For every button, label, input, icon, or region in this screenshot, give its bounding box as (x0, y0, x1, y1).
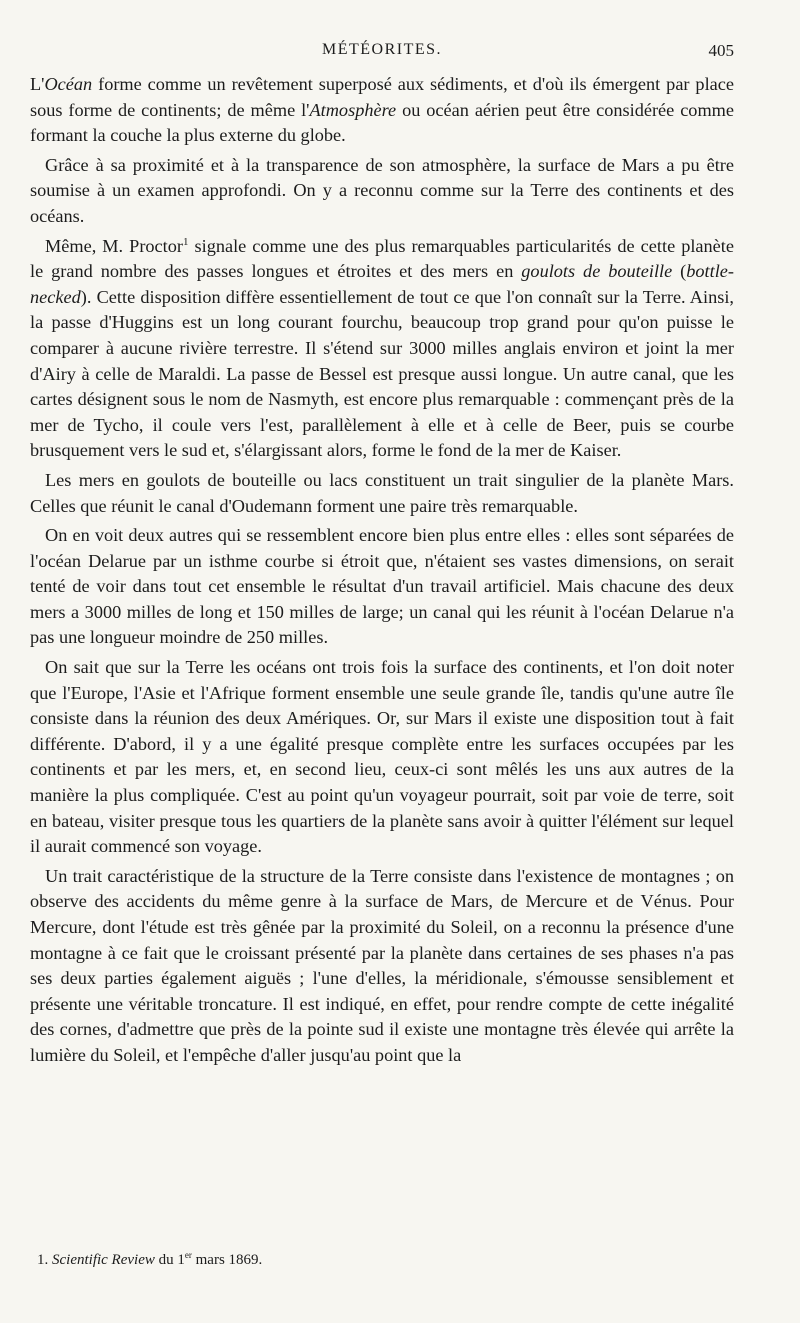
italic-term: Atmosphère (309, 99, 397, 120)
paragraph-4: Les mers en goulots de bouteille ou lacs constituent un trait singulier de la planète Mars. Celles que réunit le canal d'Oudemann forment une paire très remarquable. (30, 469, 734, 516)
page-number: 405 (708, 41, 734, 60)
italic-term: Océan (44, 74, 93, 94)
italic-term: goulots de bouteille (521, 261, 673, 282)
italic-term: bottle-necked (30, 261, 734, 307)
footnote: 1. Scientific Review du 1er mars 1869. (37, 1250, 263, 1268)
paragraph-5: On en voit deux autres qui se ressemblent encore bien plus entre elles : elles sont séparées de l'océan Delarue par un isthme courbe si étroit que, n'étaient ses vastes dimensions, on serait tenté de voir dans tout cet ensemble le résultat d'un travail artificiel. Mais chacune des deux mers a 3000 milles de long et 150 milles de large; un canal qui les réunit à l'océan Delarue n'a pas une longueur moindre de 250 milles. (30, 525, 734, 648)
paragraph-2: Grâce à sa proximité et à la transparence de son atmosphère, la surface de Mars a pu être soumise à un examen approfondi. On y a reconnu comme sur la Terre des continents et des océans. (30, 154, 734, 226)
paragraph-6: On sait que sur la Terre les océans ont trois fois la surface des continents, et l'on doit noter que l'Europe, l'Asie et l'Afrique forment ensemble une seule grande île, tandis qu'une autre île consiste dans la réunion des deux Amériques. Or, sur Mars il existe une disposition tout à fait différente. D'abord, il y a une égalité presque complète entre les surfaces occupées par les continents et par les mers, et, en second lieu, ceux-ci sont mêlés les uns aux autres de la manière la plus compliquée. C'est au point qu'un voyageur pourrait, soit par voie de terre, soit en bateau, visiter presque tous les quartiers de la planète sans avoir à quitter l'élément sur lequel il aurait commencé son voyage. (30, 657, 734, 857)
footnote-ref: 1 (182, 235, 189, 248)
paragraph-1: L'Océan forme comme un revêtement superposé aux sédiments, et d'où ils émergent par place sous forme de continents; de même l'Atmosphère ou océan aérien peut être considérée comme formant la couche la plus externe du globe. (30, 74, 734, 146)
body-text (30, 72, 734, 1073)
footnote-journal: Scientific Review (52, 1252, 155, 1268)
paragraph-7: Un trait caractéristique de la structure de la Terre consiste dans l'existence de montagnes ; on observe des accidents du même genre à la surface de Mars, de Mercure et de Vénus. Pour Mercure, dont l'étude est très gênée par la proximité du Soleil, on a reconnu la présence d'une montagne à ce fait que le croissant présenté par la planète dans certaines de ses phases n'a pas ses deux parties également aiguës ; l'une d'elles, la méridionale, s'émousse sensiblement et présente une véritable troncature. Il est indiqué, en effet, pour rendre compte de cette inégalité des cornes, d'admettre que près de la pointe sud il existe une montagne très élevée qui arrête la lumière du Soleil, et l'empêche d'aller jusqu'au point que la (30, 865, 734, 1065)
running-title: MÉTÉORITES. (321, 41, 443, 58)
paragraph-3: Même, M. Proctor$^1$ signale comme une des plus remarquables particularités de cette planète le grand nombre des passes longues et étroites et des mers en goulots de bouteille (bottle-necked). Cette disposition diffère essentiellement de tout ce que l'on connaît sur la Terre. Ainsi, la passe d'Huggins est un long courant fourchu, beaucoup trop grand pour qu'on puisse le comparer à aucune rivière terrestre. Il s'étend sur 3000 milles anglais environ et joint la mer d'Airy à celle de Maraldi. La passe de Bessel est presque aussi longue. Un autre canal, que les cartes désignent sous le nom de Nasmyth, est encore plus remarquable : commençant près de la mer de Tycho, il coule vers l'est, parallèlement à elle et à celle de Beer, puis se courbe brusquement vers le sud et, s'élargissant alors, forme le fond de la mer de Kaiser. (30, 235, 734, 461)
running-head (30, 41, 734, 71)
